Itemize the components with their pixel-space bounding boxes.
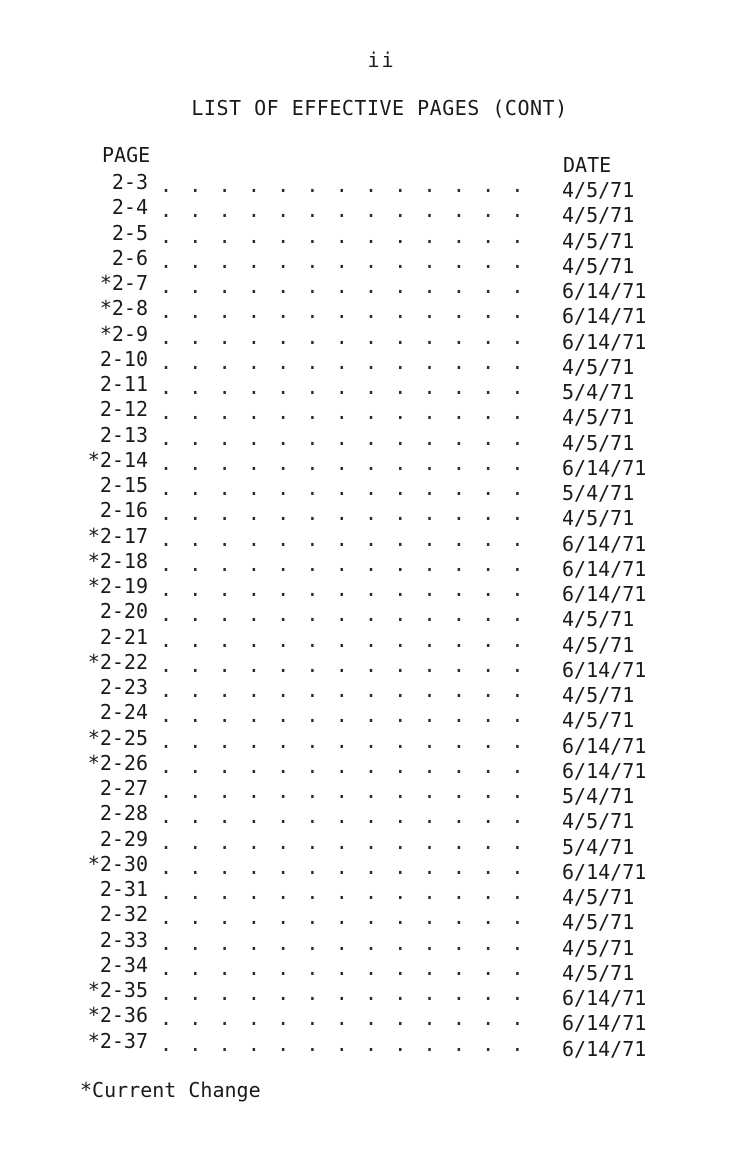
list-item xyxy=(0,498,751,531)
effective-date: 6/14/71 xyxy=(562,556,647,581)
page-ref: 2-12 xyxy=(99,397,148,422)
list-item xyxy=(0,599,751,632)
dot-leader xyxy=(160,1003,540,1028)
page-ref: 2-34 xyxy=(99,952,148,977)
effective-date: 4/5/71 xyxy=(562,809,635,834)
effective-date: 6/14/71 xyxy=(562,279,647,303)
page-ref: *2-8 xyxy=(99,296,148,321)
effective-date: 4/5/71 xyxy=(562,253,635,278)
page-ref: 2-11 xyxy=(99,372,148,396)
list-item xyxy=(0,397,751,430)
page-ref: 2-32 xyxy=(99,902,148,927)
effective-date: 6/14/71 xyxy=(562,758,647,783)
page-ref: 2-23 xyxy=(99,675,148,699)
effective-date: 6/14/71 xyxy=(562,1036,647,1061)
effective-date: 6/14/71 xyxy=(562,733,647,758)
page-ref: 2-16 xyxy=(99,498,148,523)
effective-pages-list xyxy=(0,170,751,1061)
dot-leader xyxy=(160,599,540,624)
dot-leader xyxy=(160,726,540,751)
page-ref: 2-24 xyxy=(99,700,148,725)
list-item xyxy=(0,649,751,682)
page-ref: 2-20 xyxy=(99,599,148,624)
effective-date: 4/5/71 xyxy=(562,960,635,985)
page-ref: 2-21 xyxy=(99,624,148,649)
effective-date: 4/5/71 xyxy=(562,632,635,657)
dot-leader xyxy=(160,776,540,801)
dot-leader xyxy=(160,827,540,852)
list-item xyxy=(0,271,751,303)
list-item xyxy=(0,978,751,1010)
effective-date: 4/5/71 xyxy=(562,405,635,430)
list-item xyxy=(0,877,751,909)
dot-leader xyxy=(160,322,540,347)
dot-leader xyxy=(160,877,540,902)
dot-leader xyxy=(160,1029,540,1054)
dot-leader xyxy=(160,296,540,321)
footnote: *Current Change xyxy=(80,1078,261,1102)
list-item xyxy=(0,447,751,480)
page-ref: *2-22 xyxy=(87,649,148,674)
dot-leader xyxy=(160,625,540,650)
dot-leader xyxy=(160,170,540,195)
dot-leader xyxy=(160,271,540,296)
list-item xyxy=(0,195,751,228)
dot-leader xyxy=(160,423,540,448)
dot-leader xyxy=(160,448,540,473)
page-ref: 2-29 xyxy=(99,826,148,851)
list-item xyxy=(0,725,751,758)
list-item xyxy=(0,372,751,404)
dot-leader xyxy=(160,801,540,826)
list-item xyxy=(0,1003,751,1036)
date-column-header: DATE xyxy=(563,153,612,177)
list-item xyxy=(0,473,751,505)
list-item xyxy=(0,700,751,733)
page-ref: *2-18 xyxy=(87,548,148,573)
page-number: ii xyxy=(367,48,396,72)
list-item xyxy=(0,321,751,354)
effective-date: 6/14/71 xyxy=(562,986,647,1010)
effective-date: 6/14/71 xyxy=(562,1011,647,1036)
page-column-header: PAGE xyxy=(102,143,151,167)
dot-leader xyxy=(160,549,540,574)
page-ref: *2-36 xyxy=(87,1003,148,1028)
page-ref: *2-35 xyxy=(87,978,148,1002)
page-ref: *2-37 xyxy=(87,1028,148,1053)
dot-leader xyxy=(160,928,540,953)
page-ref: *2-9 xyxy=(99,321,148,346)
effective-date: 6/14/71 xyxy=(562,304,647,329)
page-title: LIST OF EFFECTIVE PAGES (CONT) xyxy=(191,96,568,120)
dot-leader xyxy=(160,221,540,246)
page-ref: 2-33 xyxy=(99,927,148,952)
list-item xyxy=(0,245,751,278)
page-ref: *2-17 xyxy=(87,523,148,548)
effective-date: 4/5/71 xyxy=(562,430,635,455)
effective-date: 4/5/71 xyxy=(562,885,635,909)
effective-date: 6/14/71 xyxy=(562,329,647,354)
dot-leader xyxy=(160,675,540,700)
list-item xyxy=(0,1028,751,1061)
dot-leader xyxy=(160,978,540,1003)
page-ref: *2-19 xyxy=(87,574,148,598)
list-item xyxy=(0,927,751,960)
effective-date: 5/4/71 xyxy=(562,481,635,505)
effective-date: 4/5/71 xyxy=(562,354,635,379)
list-item xyxy=(0,952,751,985)
list-item xyxy=(0,170,751,202)
dot-leader xyxy=(160,498,540,523)
list-item xyxy=(0,776,751,808)
dot-leader xyxy=(160,574,540,599)
dot-leader xyxy=(160,953,540,978)
effective-date: 5/4/71 xyxy=(562,834,635,859)
list-item xyxy=(0,574,751,606)
page-ref: 2-28 xyxy=(99,801,148,826)
list-item xyxy=(0,346,751,379)
list-item xyxy=(0,624,751,657)
page-ref: 2-6 xyxy=(111,245,148,270)
effective-date: 6/14/71 xyxy=(562,455,647,480)
dot-leader xyxy=(160,473,540,498)
page-ref: 2-4 xyxy=(111,195,148,220)
page-ref: *2-25 xyxy=(87,725,148,750)
effective-date: 6/14/71 xyxy=(562,859,647,884)
effective-date: 4/5/71 xyxy=(562,228,635,253)
dot-leader xyxy=(160,751,540,776)
effective-date: 4/5/71 xyxy=(562,506,635,531)
effective-date: 4/5/71 xyxy=(562,910,635,935)
effective-date: 4/5/71 xyxy=(562,178,635,202)
dot-leader xyxy=(160,524,540,549)
effective-date: 5/4/71 xyxy=(562,380,635,404)
effective-date: 5/4/71 xyxy=(562,784,635,808)
list-item xyxy=(0,296,751,329)
effective-date: 4/5/71 xyxy=(562,708,635,733)
list-item xyxy=(0,548,751,581)
page-ref: *2-26 xyxy=(87,750,148,775)
list-item xyxy=(0,220,751,253)
page-ref: *2-14 xyxy=(87,447,148,472)
page-ref: *2-7 xyxy=(99,271,148,295)
effective-date: 4/5/71 xyxy=(562,935,635,960)
effective-date: 4/5/71 xyxy=(562,683,635,707)
page-ref: 2-5 xyxy=(111,220,148,245)
page-ref: 2-31 xyxy=(99,877,148,901)
list-item xyxy=(0,523,751,556)
dot-leader xyxy=(160,347,540,372)
page-ref: *2-30 xyxy=(87,851,148,876)
list-item xyxy=(0,750,751,783)
dot-leader xyxy=(160,195,540,220)
effective-date: 6/14/71 xyxy=(562,582,647,606)
dot-leader xyxy=(160,397,540,422)
dot-leader xyxy=(160,700,540,725)
dot-leader xyxy=(160,372,540,397)
list-item xyxy=(0,675,751,707)
page-ref: 2-15 xyxy=(99,473,148,497)
page-ref: 2-13 xyxy=(99,422,148,447)
list-item xyxy=(0,422,751,455)
effective-date: 6/14/71 xyxy=(562,531,647,556)
dot-leader xyxy=(160,902,540,927)
page-ref: 2-27 xyxy=(99,776,148,800)
effective-date: 4/5/71 xyxy=(562,203,635,228)
dot-leader xyxy=(160,852,540,877)
list-item xyxy=(0,801,751,834)
list-item xyxy=(0,851,751,884)
page-ref: 2-10 xyxy=(99,346,148,371)
effective-date: 4/5/71 xyxy=(562,607,635,632)
list-item xyxy=(0,826,751,859)
list-item xyxy=(0,902,751,935)
page-ref: 2-3 xyxy=(111,170,148,194)
dot-leader xyxy=(160,650,540,675)
dot-leader xyxy=(160,246,540,271)
effective-date: 6/14/71 xyxy=(562,657,647,682)
